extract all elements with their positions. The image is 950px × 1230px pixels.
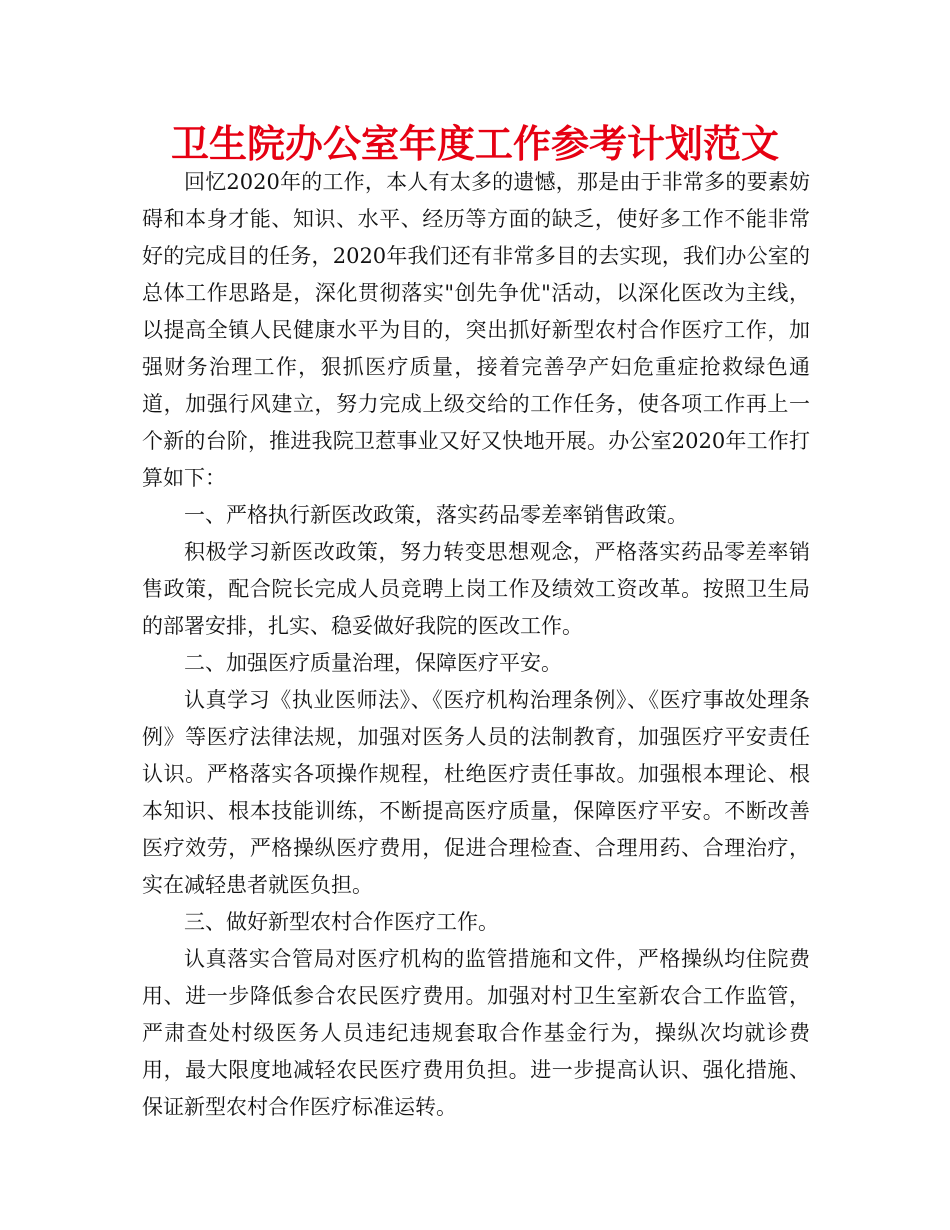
- intro-paragraph: 回忆2020年的工作，本人有太多的遗憾，那是由于非常多的要素妨碍和本身才能、知识、水平、经历等方面的缺乏，使好多工作不能非常好的完成目的任务，2020年我们还有非常多目的去实现，我们办公室的总体工作思路是，深化贯彻落实"创先争优"活动，以深化医改为主线，以提高全镇人民健康水平为目的，突出抓好新型农村合作医疗工作，加强财务治理工作，狠抓医疗质量，接着完善孕产妇危重症抢救绿色通道，加强行风建立，努力完成上级交给的工作任务，使各项工作再上一个新的台阶，推进我院卫惹事业又好又快地开展。办公室2020年工作打算如下：: [142, 170, 810, 490]
- section-paragraph-1: 积极学习新医改政策，努力转变思想观念，严格落实药品零差率销售政策，配合院长完成人员竞聘上岗工作及绩效工资改革。按照卫生局的部署安排，扎实、稳妥做好我院的医改工作。: [142, 540, 810, 638]
- section-paragraph-3: 认真落实合管局对医疗机构的监管措施和文件，严格操纵均住院费用、进一步降低参合农民医疗费用。加强对村卫生室新农合工作监管，严肃查处村级医务人员违纪违规套取合作基金行为，操纵次均就诊费用，最大限度地减轻农民医疗费用负担。进一步提高认识、强化措施、保证新型农村合作医疗标准运转。: [142, 947, 810, 1119]
- section-heading-2: 二、加强医疗质量治理，保障医疗平安。: [184, 651, 562, 675]
- document-title: 卫生院办公室年度工作参考计划范文: [170, 122, 779, 166]
- section-paragraph-2: 认真学习《执业医师法》、《医疗机构治理条例》、《医疗事故处理条例》等医疗法律法规，加强对医务人员的法制教育，加强医疗平安责任认识。严格落实各项操作规程，杜绝医疗责任事故。加强根本理论、根本知识、根本技能训练，不断提高医疗质量，保障医疗平安。不断改善医疗效劳，严格操纵医疗费用，促进合理检查、合理用药、合理治疗，实在减轻患者就医负担。: [142, 688, 810, 897]
- section-heading-3: 三、做好新型农村合作医疗工作。: [184, 910, 499, 934]
- section-heading-1: 一、严格执行新医改政策，落实药品零差率销售政策。: [184, 503, 688, 527]
- document-body: [142, 164, 810, 1126]
